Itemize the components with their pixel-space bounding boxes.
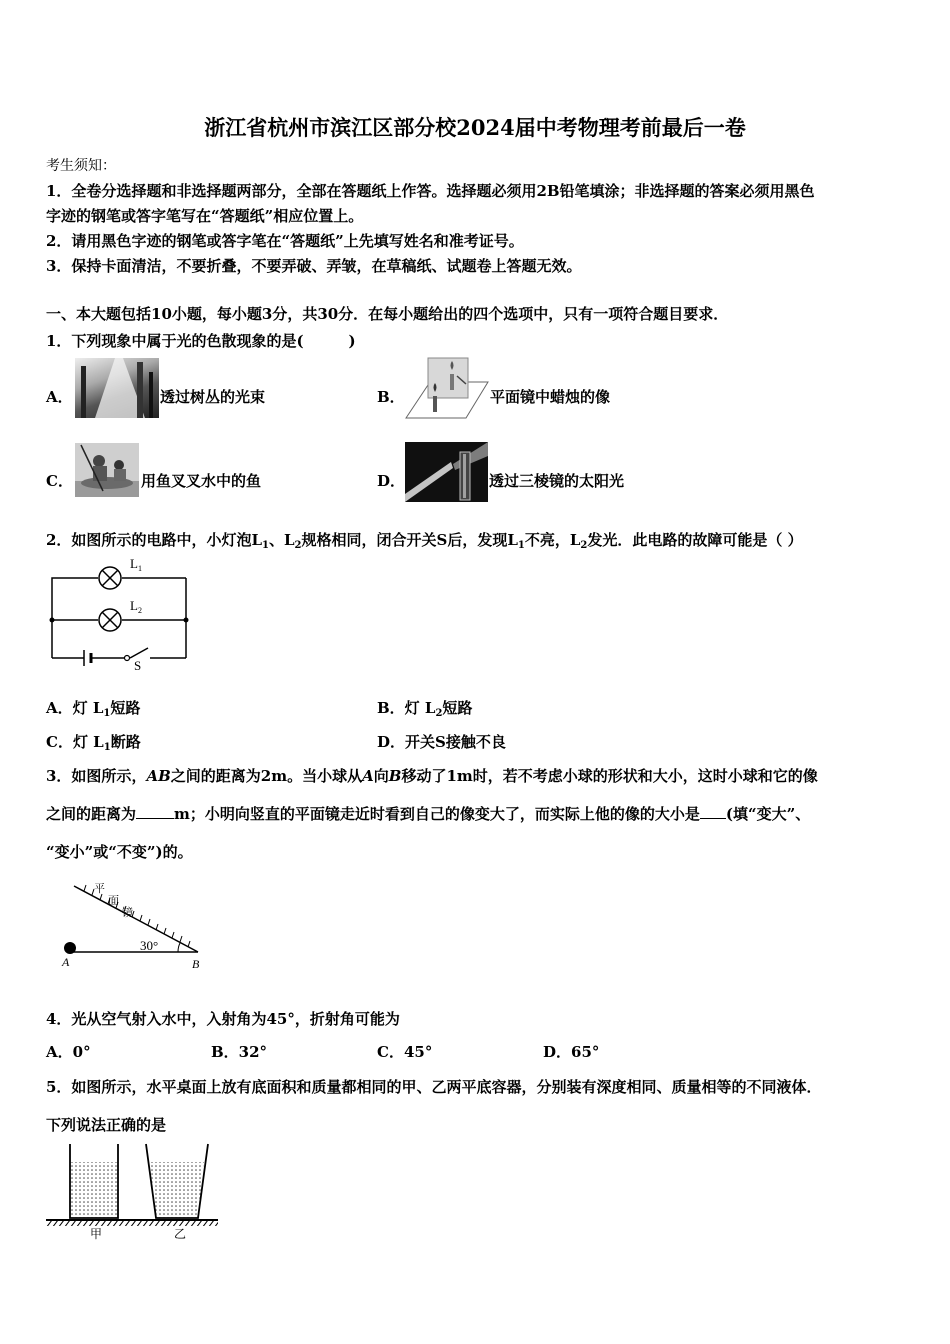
q3-line1-part-a: 3．如图所示， [46,767,147,785]
q2-stem-part-2: 、L [268,531,295,549]
q2-option-b-text-2: 短路 [442,699,473,717]
forest-light-beam-drawing [75,358,159,418]
q2-stem-sub-1: 1 [262,540,269,551]
q2-stem-sub-3: 1 [517,540,525,551]
q2-stem-part-5: 发光．此电路的故障可能是（ ） [587,531,803,549]
q1-option-c-text: 用鱼叉叉水中的鱼 [141,472,262,490]
q3-line-3: “变小”或“不变”)的。 [46,843,193,861]
q1-option-a-label: A． [46,388,73,406]
q3-blank-2[interactable] [700,804,726,819]
q3-blank-1[interactable] [136,804,174,819]
q3-line1-part-c: 向 [373,767,389,785]
switch-pivot [125,656,130,661]
q4-option-d: D．65° [543,1043,600,1061]
label-a: A [62,955,70,969]
notice-heading: 考生须知： [46,158,116,174]
label-switch-s: S [134,658,142,673]
q2-option-a-text: A．灯 L [46,699,104,717]
notice-item-3: 3．保持卡面清洁，不要折叠，不要弄破、弄皱，在草稿纸、试题卷上答题无效。 [46,257,582,275]
page-title: 浙江省杭州市滨江区部分校2024届中考物理考前最后一卷 [204,115,746,140]
q4-stem: 4．光从空气射入水中，入射角为45°，折射角可能为 [46,1010,400,1028]
label-jia: 甲 [90,1227,103,1241]
q2-option-b-sub: 2 [435,708,443,719]
q2-option-d: D．开关S接触不良 [377,733,506,751]
q2-option-c-text-2: 断路 [110,733,141,751]
q3-line2-part-c: (填“变大”、 [725,805,811,823]
plane-mirror-diagram [58,880,208,970]
container-jia-liquid [70,1162,118,1218]
q4-option-c: C．45° [377,1043,433,1061]
circuit-diagram [46,556,196,673]
q3-line-2 [46,803,810,824]
q3-line-1 [46,765,818,786]
q5-line-2: 下列说法正确的是 [46,1116,167,1134]
q2-option-c [46,731,141,753]
q2-option-b-text: B．灯 L [377,699,436,717]
label-angle: 30° [140,938,159,953]
q3-point-b: B [388,767,402,785]
q1-option-c-label: C． [46,472,73,490]
q1-option-d-label: D． [377,472,406,490]
q4-option-a: A．0° [46,1043,91,1061]
junction-left [50,618,55,623]
section-heading: 一、本大题包括10小题，每小题3分，共30分．在每小题给出的四个选项中，只有一项符合题目要求． [46,305,729,323]
notice-item-1-line1: 1．全卷分选择题和非选择题两部分，全部在答题纸上作答。选择题必须用2B铅笔填涂；非选择题的答案必须用黑色 [46,182,815,200]
ball [64,942,76,954]
q2-option-a-sub: 1 [103,708,111,719]
fishing-spear-drawing [75,443,139,497]
q1-option-b-label: B． [377,388,405,406]
q1-option-b-text: 平面镜中蜡烛的像 [490,388,611,406]
prism-sunlight-drawing [405,442,488,502]
q1-option-d-text: 透过三棱镜的太阳光 [489,472,625,490]
q2-stem-sub-2: 2 [294,540,302,551]
q3-point-a: A [362,767,374,785]
q3-line1-part-d: 移动了1m时，若不考虑小球的形状和大小，这时小球和它的像 [401,767,818,785]
q3-line2-part-b: m；小明向竖直的平面镜走近时看到自己的像变大了，而实际上他的像的大小是 [174,805,700,823]
q3-ab: AB [146,767,171,785]
label-b: B [192,957,200,971]
label-yi: 乙 [174,1227,187,1241]
prism-sunlight-image [405,442,488,502]
label-mirror-2: 面 [108,895,119,907]
q2-option-b [377,697,472,719]
notice-item-1-line2: 字迹的钢笔或答字笔写在“答题纸”相应位置上。 [46,207,364,225]
q2-option-a [46,697,140,719]
q2-stem-sub-4: 2 [580,540,588,551]
q3-line1-part-b: 之间的距离为2m。当小球从 [170,767,363,785]
q2-option-c-sub: 1 [103,742,111,753]
q2-option-a-text-2: 短路 [110,699,141,717]
label-l1: $L_1$ [130,556,142,573]
label-mirror-1: 平 [94,883,105,895]
label-l2: $L_2$ [130,598,142,615]
q5-line-1: 5．如图所示，水平桌面上放有底面积和质量都相同的甲、乙两平底容器，分别装有深度相同、质量相等的不同液体． [46,1078,822,1096]
q1-option-a-text: 透过树丛的光束 [160,388,266,406]
q2-stem-part-3: 规格相同，闭合开关S后，发现L [301,531,518,549]
q2-option-c-text: C．灯 L [46,733,104,751]
q2-stem [46,529,803,551]
q2-stem-part-1: 2．如图所示的电路中，小灯泡L [46,531,262,549]
junction-right [184,618,189,623]
mirror-line [74,886,198,952]
mirror-candle-image [404,356,490,420]
q1-stem: 1．下列现象中属于光的色散现象的是( ) [46,332,356,350]
notice-item-2: 2．请用黑色字迹的钢笔或答字笔在“答题纸”上先填写姓名和准考证号。 [46,232,524,250]
container-yi-liquid [150,1162,204,1218]
table-hatching [46,1220,218,1226]
q3-line2-part-a: 之间的距离为 [46,805,137,823]
q4-option-b: B．32° [211,1043,268,1061]
q2-stem-part-4: 不亮，L [524,531,581,549]
forest-light-beam-image [75,358,159,418]
label-mirror-3: 镜 [122,907,133,919]
containers-diagram [46,1140,226,1240]
fishing-spear-image [75,443,139,497]
